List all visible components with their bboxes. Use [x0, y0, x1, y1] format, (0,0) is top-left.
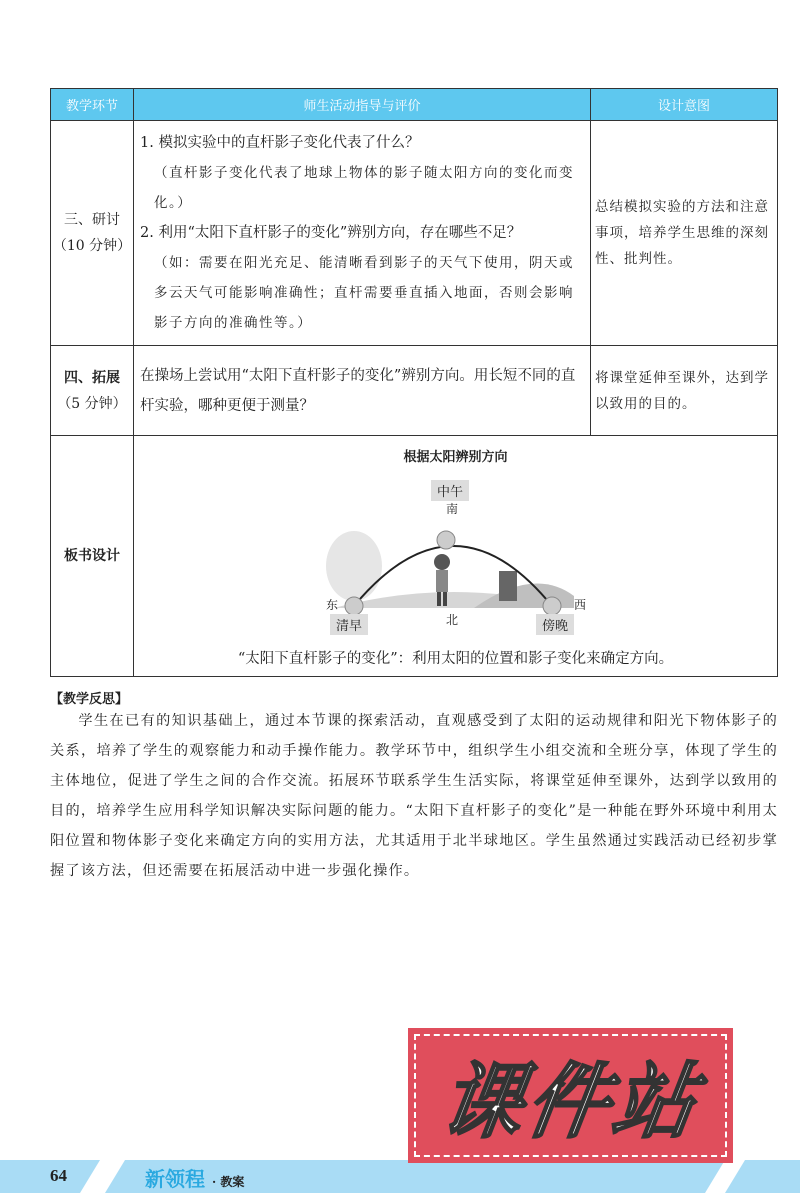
morning-label: 清早 — [330, 614, 368, 635]
answer-2: （如：需要在阳光充足、能清晰看到影子的天气下使用，阴天或多云天气可能影响准确性；直杆需要垂直插入地面，否则会影响影子方向的准确性等。） — [154, 255, 574, 331]
west-label: 西 — [574, 598, 587, 612]
question-2: 2. 利用“太阳下直杆影子的变化”辨别方向，存在哪些不足？ — [140, 225, 522, 241]
header-stage: 教学环节 — [51, 89, 134, 121]
table-row — [51, 436, 778, 677]
question-1: 1. 模拟实验中的直杆影子变化代表了什么？ — [140, 135, 420, 151]
north-label: 北 — [446, 613, 459, 627]
stage-name: 三、研讨 — [64, 212, 120, 228]
design-intent: 将课堂延伸至课外，达到学以致用的目的。 — [591, 346, 778, 436]
brand-name: 新领程 — [145, 1167, 205, 1191]
courseware-stamp-logo — [408, 1028, 733, 1163]
stage-name: 板书设计 — [51, 436, 134, 677]
design-intent: 总结模拟实验的方法和注意事项，培养学生思维的深刻性、批判性。 — [591, 121, 778, 346]
reflection-heading: 【教学反思】 — [50, 692, 129, 707]
answer-1: （直杆影子变化代表了地球上物体的影子随太阳方向的变化而变化。） — [154, 165, 574, 211]
noon-label: 中午 — [431, 480, 469, 501]
page-number: 64 — [50, 1166, 67, 1185]
header-activity: 师生活动指导与评价 — [134, 89, 591, 121]
stage-name: 四、拓展 — [64, 369, 120, 386]
lesson-table — [50, 88, 778, 677]
table-row — [51, 346, 778, 436]
table-row — [51, 121, 778, 346]
stage-time: （10 分钟） — [52, 238, 132, 254]
board-caption: “太阳下直杆影子的变化”：利用太阳的位置和影子变化来确定方向。 — [237, 651, 674, 667]
reflection-text: 学生在已有的知识基础上，通过本节课的探索活动，直观感受到了太阳的运动规律和阳光下物体影子的关系，培养了学生的观察能力和动手操作能力。教学环节中，组织学生小组交流和全班分享，体现了学生的主体地位，促进了学生之间的合作交流。拓展环节联系学生生活实际，将课堂延伸至课外，达到学以致用的目的，培养学生应用科学知识解决实际问题的能力。“太阳下直杆影子的变化”是一种能在野外环境中利用太阳位置和物体影子变化来确定方向的实用方法，尤其适用于北半球地区。学生虽然通过实践活动已经初步掌握了该方法，但还需要在拓展活动中进一步强化操作。 — [50, 713, 778, 879]
stage-time: （5 分钟） — [57, 395, 127, 412]
south-label: 南 — [446, 502, 459, 516]
footer-band — [0, 1160, 800, 1193]
brand-sub: · 教案 — [211, 1175, 245, 1189]
header-intent: 设计意图 — [591, 89, 778, 121]
east-label: 东 — [326, 598, 339, 612]
evening-label: 傍晚 — [536, 614, 574, 635]
board-title: 根据太阳辨别方向 — [403, 450, 508, 465]
activity-text: 在操场上尝试用“太阳下直杆影子的变化”辨别方向。用长短不同的直杆实验，哪种更便于测量？ — [134, 346, 591, 436]
board-design — [134, 436, 777, 676]
stamp-text: 课件站 — [433, 1055, 706, 1150]
